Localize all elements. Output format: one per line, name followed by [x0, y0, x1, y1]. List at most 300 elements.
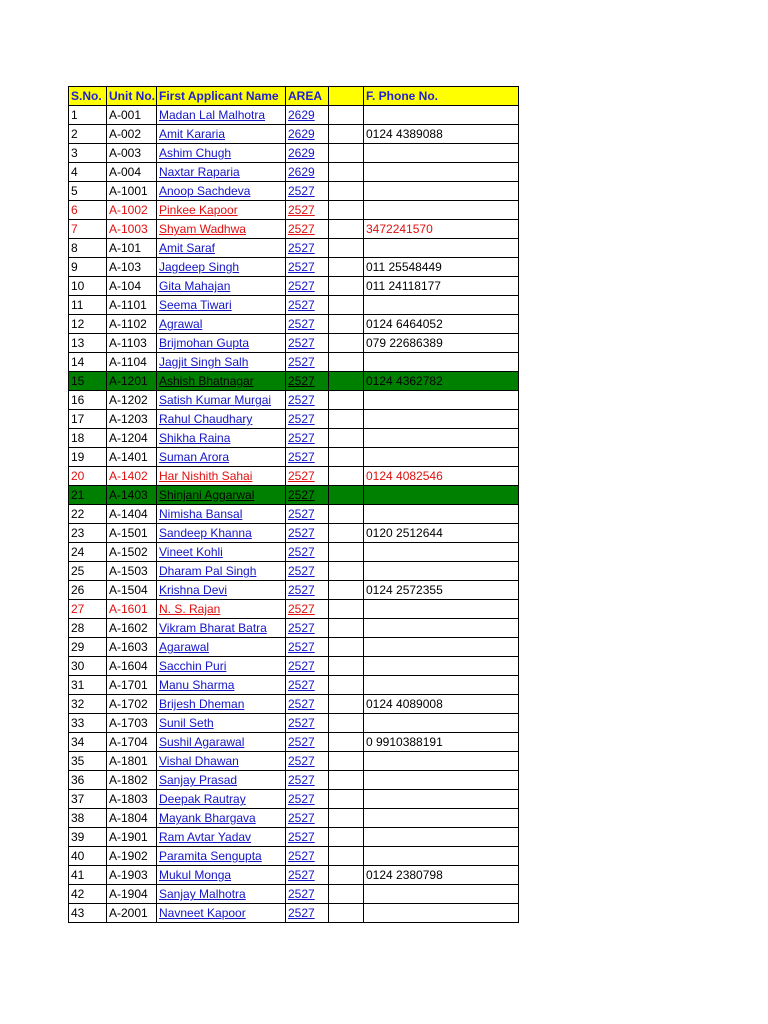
area-link[interactable]: 2527	[288, 260, 315, 274]
area-link[interactable]: 2527	[288, 298, 315, 312]
unit-no-text: A-1603	[109, 640, 148, 654]
applicant-name-link[interactable]: Manu Sharma	[159, 678, 235, 692]
cell-sno	[69, 524, 107, 543]
applicant-name-link[interactable]: Gita Mahajan	[159, 279, 231, 293]
cell-blank	[329, 505, 364, 524]
cell-applicant-name	[157, 600, 286, 619]
table-row	[69, 372, 519, 391]
applicant-name-link[interactable]: Sunil Seth	[159, 716, 214, 730]
area-link[interactable]: 2527	[288, 583, 315, 597]
area-link[interactable]: 2527	[288, 393, 315, 407]
table-row	[69, 410, 519, 429]
area-link[interactable]: 2527	[288, 697, 315, 711]
table-row	[69, 790, 519, 809]
unit-no-text: A-103	[109, 260, 142, 274]
phone-text: 0124 4389088	[366, 127, 443, 141]
sno-text: 15	[71, 374, 85, 388]
cell-sno	[69, 714, 107, 733]
cell-area	[286, 277, 329, 296]
cell-blank	[329, 486, 364, 505]
cell-sno	[69, 733, 107, 752]
area-link[interactable]: 2527	[288, 431, 315, 445]
cell-sno	[69, 619, 107, 638]
applicant-name-link[interactable]: Rahul Chaudhary	[159, 412, 253, 426]
applicant-name-link[interactable]: Sanjay Prasad	[159, 773, 238, 787]
cell-sno	[69, 486, 107, 505]
cell-area	[286, 600, 329, 619]
cell-phone	[364, 562, 519, 581]
cell-applicant-name	[157, 220, 286, 239]
header-first-applicant-name: First Applicant Name	[157, 87, 286, 106]
applicant-name-link[interactable]: Mukul Monga	[159, 868, 232, 882]
area-link[interactable]: 2527	[288, 754, 315, 768]
unit-no-text: A-1901	[109, 830, 148, 844]
cell-applicant-name	[157, 714, 286, 733]
applicant-name-link[interactable]: Brijesh Dheman	[159, 697, 245, 711]
cell-applicant-name	[157, 619, 286, 638]
cell-area	[286, 144, 329, 163]
cell-unit-no	[107, 144, 157, 163]
cell-unit-no	[107, 638, 157, 657]
applicant-name-link[interactable]: Pinkee Kapoor	[159, 203, 238, 217]
unit-no-text: A-1202	[109, 393, 148, 407]
cell-applicant-name	[157, 334, 286, 353]
cell-area	[286, 106, 329, 125]
applicant-name-link[interactable]: Navneet Kapoor	[159, 906, 246, 920]
cell-sno	[69, 904, 107, 923]
area-link[interactable]: 2527	[288, 336, 315, 350]
cell-area	[286, 790, 329, 809]
applicant-name-link[interactable]: Krishna Devi	[159, 583, 228, 597]
unit-no-text: A-1404	[109, 507, 148, 521]
cell-unit-no	[107, 182, 157, 201]
cell-phone	[364, 638, 519, 657]
area-link[interactable]: 2527	[288, 241, 315, 255]
cell-area	[286, 543, 329, 562]
area-link[interactable]: 2527	[288, 868, 315, 882]
cell-applicant-name	[157, 847, 286, 866]
cell-phone	[364, 258, 519, 277]
applicant-name-link[interactable]: Seema Tiwari	[159, 298, 232, 312]
applicant-name-link[interactable]: Satish Kumar Murgai	[159, 393, 272, 407]
cell-area	[286, 695, 329, 714]
unit-no-text: A-1101	[109, 298, 147, 312]
area-link[interactable]: 2527	[288, 830, 315, 844]
area-link[interactable]: 2527	[288, 203, 315, 217]
applicant-name-link[interactable]: Shinjani Aggarwal	[159, 488, 255, 502]
cell-unit-no	[107, 220, 157, 239]
area-link[interactable]: 2527	[288, 849, 315, 863]
cell-phone	[364, 866, 519, 885]
cell-phone	[364, 391, 519, 410]
table-row	[69, 448, 519, 467]
header-unit-no: Unit No.	[107, 87, 157, 106]
area-link[interactable]: 2527	[288, 526, 315, 540]
area-link[interactable]: 2527	[288, 222, 315, 236]
table-row	[69, 296, 519, 315]
cell-unit-no	[107, 505, 157, 524]
sno-text: 38	[71, 811, 85, 825]
sno-text: 32	[71, 697, 85, 711]
applicant-name-link[interactable]: Shikha Raina	[159, 431, 231, 445]
cell-blank	[329, 448, 364, 467]
cell-area	[286, 410, 329, 429]
unit-no-text: A-1602	[109, 621, 148, 635]
cell-blank	[329, 125, 364, 144]
cell-sno	[69, 543, 107, 562]
table-row	[69, 391, 519, 410]
cell-area	[286, 581, 329, 600]
cell-phone	[364, 619, 519, 638]
applicant-name-link[interactable]: Suman Arora	[159, 450, 230, 464]
cell-blank	[329, 600, 364, 619]
unit-no-text: A-1001	[109, 184, 148, 198]
area-link[interactable]: 2629	[288, 146, 315, 160]
area-link[interactable]: 2527	[288, 507, 315, 521]
applicant-name-link[interactable]: Jagjit Singh Salh	[159, 355, 249, 369]
cell-area	[286, 904, 329, 923]
cell-area	[286, 201, 329, 220]
sno-text: 21	[71, 488, 85, 502]
cell-unit-no	[107, 600, 157, 619]
cell-phone	[364, 714, 519, 733]
applicant-name-link[interactable]: Jagdeep Singh	[159, 260, 240, 274]
cell-sno	[69, 790, 107, 809]
cell-blank	[329, 885, 364, 904]
applicant-name-link[interactable]: Sacchin Puri	[159, 659, 227, 673]
applicant-name-link[interactable]: Naxtar Raparia	[159, 165, 240, 179]
cell-blank	[329, 619, 364, 638]
applicant-name-link[interactable]: Dharam Pal Singh	[159, 564, 257, 578]
cell-phone	[364, 733, 519, 752]
sno-text: 31	[71, 678, 85, 692]
cell-applicant-name	[157, 581, 286, 600]
cell-area	[286, 828, 329, 847]
cell-blank	[329, 353, 364, 372]
area-link[interactable]: 2629	[288, 108, 315, 122]
unit-no-text: A-1003	[109, 222, 148, 236]
cell-unit-no	[107, 828, 157, 847]
cell-area	[286, 638, 329, 657]
unit-no-text: A-1503	[109, 564, 148, 578]
area-link[interactable]: 2527	[288, 792, 315, 806]
area-link[interactable]: 2527	[288, 374, 315, 388]
cell-sno	[69, 429, 107, 448]
cell-unit-no	[107, 752, 157, 771]
cell-sno	[69, 771, 107, 790]
area-link[interactable]: 2629	[288, 127, 315, 141]
applicant-name-link[interactable]: Amit Saraf	[159, 241, 216, 255]
cell-unit-no	[107, 543, 157, 562]
table-row	[69, 258, 519, 277]
table-row	[69, 467, 519, 486]
area-link[interactable]: 2527	[288, 773, 315, 787]
cell-unit-no	[107, 714, 157, 733]
table-row	[69, 524, 519, 543]
table-row	[69, 657, 519, 676]
applicant-name-link[interactable]: Agrawal	[159, 317, 203, 331]
unit-no-text: A-1501	[109, 526, 148, 540]
cell-applicant-name	[157, 752, 286, 771]
cell-phone	[364, 144, 519, 163]
phone-text: 0124 4362782	[366, 374, 443, 388]
cell-sno	[69, 182, 107, 201]
header-sno: S.No.	[69, 87, 107, 106]
applicant-name-link[interactable]: Ram Avtar Yadav	[159, 830, 252, 844]
cell-applicant-name	[157, 828, 286, 847]
applicant-name-link[interactable]: Paramita Sengupta	[159, 849, 262, 863]
cell-unit-no	[107, 239, 157, 258]
cell-phone	[364, 486, 519, 505]
table-row	[69, 600, 519, 619]
cell-sno	[69, 353, 107, 372]
cell-sno	[69, 220, 107, 239]
cell-unit-no	[107, 296, 157, 315]
sno-text: 37	[71, 792, 85, 806]
phone-text: 3472241570	[366, 222, 433, 236]
cell-applicant-name	[157, 372, 286, 391]
unit-no-text: A-001	[109, 108, 142, 122]
cell-applicant-name	[157, 733, 286, 752]
unit-no-text: A-003	[109, 146, 142, 160]
applicant-name-link[interactable]: Ashish Bhatnagar	[159, 374, 254, 388]
cell-unit-no	[107, 467, 157, 486]
cell-phone	[364, 600, 519, 619]
area-link[interactable]: 2527	[288, 564, 315, 578]
sno-text: 34	[71, 735, 85, 749]
cell-blank	[329, 714, 364, 733]
cell-blank	[329, 733, 364, 752]
cell-area	[286, 220, 329, 239]
cell-unit-no	[107, 847, 157, 866]
cell-blank	[329, 828, 364, 847]
cell-applicant-name	[157, 676, 286, 695]
unit-no-text: A-1103	[109, 336, 147, 350]
cell-sno	[69, 467, 107, 486]
cell-area	[286, 334, 329, 353]
cell-sno	[69, 828, 107, 847]
cell-unit-no	[107, 581, 157, 600]
unit-no-text: A-1903	[109, 868, 148, 882]
phone-text: 079 22686389	[366, 336, 443, 350]
cell-phone	[364, 904, 519, 923]
applicant-name-link[interactable]: Amit Kararia	[159, 127, 226, 141]
cell-area	[286, 714, 329, 733]
applicant-name-link[interactable]: Deepak Rautray	[159, 792, 246, 806]
unit-no-text: A-1402	[109, 469, 148, 483]
cell-area	[286, 372, 329, 391]
applicant-name-link[interactable]: Shyam Wadhwa	[159, 222, 246, 236]
cell-area	[286, 182, 329, 201]
unit-no-text: A-1704	[109, 735, 148, 749]
sno-text: 14	[71, 355, 85, 369]
cell-unit-no	[107, 353, 157, 372]
cell-phone	[364, 657, 519, 676]
applicant-name-link[interactable]: Vikram Bharat Batra	[159, 621, 267, 635]
cell-blank	[329, 182, 364, 201]
area-link[interactable]: 2527	[288, 678, 315, 692]
area-link[interactable]: 2527	[288, 184, 315, 198]
cell-blank	[329, 258, 364, 277]
sno-text: 41	[71, 868, 85, 882]
sno-text: 29	[71, 640, 85, 654]
cell-phone	[364, 847, 519, 866]
area-link[interactable]: 2527	[288, 735, 315, 749]
cell-applicant-name	[157, 467, 286, 486]
area-link[interactable]: 2527	[288, 545, 315, 559]
cell-sno	[69, 847, 107, 866]
unit-no-text: A-1502	[109, 545, 148, 559]
area-link[interactable]: 2527	[288, 811, 315, 825]
table-row	[69, 429, 519, 448]
cell-unit-no	[107, 619, 157, 638]
sno-text: 18	[71, 431, 85, 445]
sno-text: 36	[71, 773, 85, 787]
applicant-name-link[interactable]: Agarawal	[159, 640, 210, 654]
cell-blank	[329, 752, 364, 771]
table-row	[69, 809, 519, 828]
applicant-name-link[interactable]: Mayank Bhargava	[159, 811, 256, 825]
unit-no-text: A-002	[109, 127, 142, 141]
cell-sno	[69, 239, 107, 258]
cell-applicant-name	[157, 163, 286, 182]
cell-sno	[69, 258, 107, 277]
cell-area	[286, 163, 329, 182]
table-row	[69, 277, 519, 296]
applicant-name-link[interactable]: Anoop Sachdeva	[159, 184, 251, 198]
cell-blank	[329, 277, 364, 296]
cell-area	[286, 505, 329, 524]
cell-sno	[69, 695, 107, 714]
area-link[interactable]: 2527	[288, 716, 315, 730]
cell-phone	[364, 315, 519, 334]
area-link[interactable]: 2527	[288, 659, 315, 673]
phone-text: 0124 2572355	[366, 583, 443, 597]
applicant-name-link[interactable]: Sushil Agarawal	[159, 735, 245, 749]
cell-sno	[69, 315, 107, 334]
applicant-name-link[interactable]: Nimisha Bansal	[159, 507, 243, 521]
cell-blank	[329, 695, 364, 714]
unit-no-text: A-1702	[109, 697, 148, 711]
cell-area	[286, 486, 329, 505]
sno-text: 10	[71, 279, 85, 293]
area-link[interactable]: 2629	[288, 165, 315, 179]
applicant-name-link[interactable]: N. S. Rajan	[159, 602, 221, 616]
applicant-name-link[interactable]: Madan Lal Malhotra	[159, 108, 266, 122]
applicant-name-link[interactable]: Sandeep Khanna	[159, 526, 252, 540]
sno-text: 26	[71, 583, 85, 597]
applicant-name-link[interactable]: Har Nishith Sahai	[159, 469, 253, 483]
table-row	[69, 619, 519, 638]
cell-sno	[69, 866, 107, 885]
cell-blank	[329, 809, 364, 828]
applicant-name-link[interactable]: Vishal Dhawan	[159, 754, 239, 768]
area-link[interactable]: 2527	[288, 355, 315, 369]
applicant-name-link[interactable]: Ashim Chugh	[159, 146, 232, 160]
cell-blank	[329, 847, 364, 866]
table-row	[69, 847, 519, 866]
table-row	[69, 695, 519, 714]
header-blank	[329, 87, 364, 106]
cell-area	[286, 657, 329, 676]
table-row	[69, 201, 519, 220]
cell-phone	[364, 524, 519, 543]
area-link[interactable]: 2527	[288, 906, 315, 920]
table-row	[69, 334, 519, 353]
cell-phone	[364, 828, 519, 847]
cell-sno	[69, 562, 107, 581]
sno-text: 22	[71, 507, 85, 521]
cell-sno	[69, 885, 107, 904]
sno-text: 3	[71, 146, 78, 160]
area-link[interactable]: 2527	[288, 640, 315, 654]
cell-area	[286, 391, 329, 410]
area-link[interactable]: 2527	[288, 887, 315, 901]
table-row	[69, 638, 519, 657]
applicant-name-link[interactable]: Brijmohan Gupta	[159, 336, 250, 350]
area-link[interactable]: 2527	[288, 412, 315, 426]
unit-no-text: A-1201	[109, 374, 148, 388]
sno-text: 25	[71, 564, 85, 578]
cell-unit-no	[107, 106, 157, 125]
sno-text: 42	[71, 887, 85, 901]
cell-blank	[329, 771, 364, 790]
table-row	[69, 163, 519, 182]
cell-blank	[329, 106, 364, 125]
cell-phone	[364, 543, 519, 562]
cell-blank	[329, 904, 364, 923]
table-row	[69, 714, 519, 733]
table-row	[69, 581, 519, 600]
cell-phone	[364, 505, 519, 524]
area-link[interactable]: 2527	[288, 488, 315, 502]
applicant-name-link[interactable]: Sanjay Malhotra	[159, 887, 246, 901]
cell-area	[286, 771, 329, 790]
sno-text: 5	[71, 184, 78, 198]
cell-applicant-name	[157, 486, 286, 505]
cell-blank	[329, 220, 364, 239]
area-link[interactable]: 2527	[288, 469, 315, 483]
cell-area	[286, 524, 329, 543]
cell-phone	[364, 429, 519, 448]
cell-unit-no	[107, 334, 157, 353]
cell-area	[286, 258, 329, 277]
table-row	[69, 182, 519, 201]
cell-unit-no	[107, 372, 157, 391]
cell-phone	[364, 752, 519, 771]
cell-unit-no	[107, 695, 157, 714]
cell-sno	[69, 600, 107, 619]
unit-no-text: A-1604	[109, 659, 148, 673]
phone-text: 0124 4082546	[366, 469, 443, 483]
table-row	[69, 125, 519, 144]
cell-sno	[69, 125, 107, 144]
cell-applicant-name	[157, 543, 286, 562]
area-link[interactable]: 2527	[288, 602, 315, 616]
cell-applicant-name	[157, 562, 286, 581]
area-link[interactable]: 2527	[288, 317, 315, 331]
cell-unit-no	[107, 410, 157, 429]
cell-sno	[69, 334, 107, 353]
area-link[interactable]: 2527	[288, 621, 315, 635]
area-link[interactable]: 2527	[288, 450, 315, 464]
cell-blank	[329, 676, 364, 695]
applicant-name-link[interactable]: Vineet Kohli	[159, 545, 223, 559]
cell-sno	[69, 106, 107, 125]
cell-area	[286, 353, 329, 372]
sno-text: 28	[71, 621, 85, 635]
area-link[interactable]: 2527	[288, 279, 315, 293]
